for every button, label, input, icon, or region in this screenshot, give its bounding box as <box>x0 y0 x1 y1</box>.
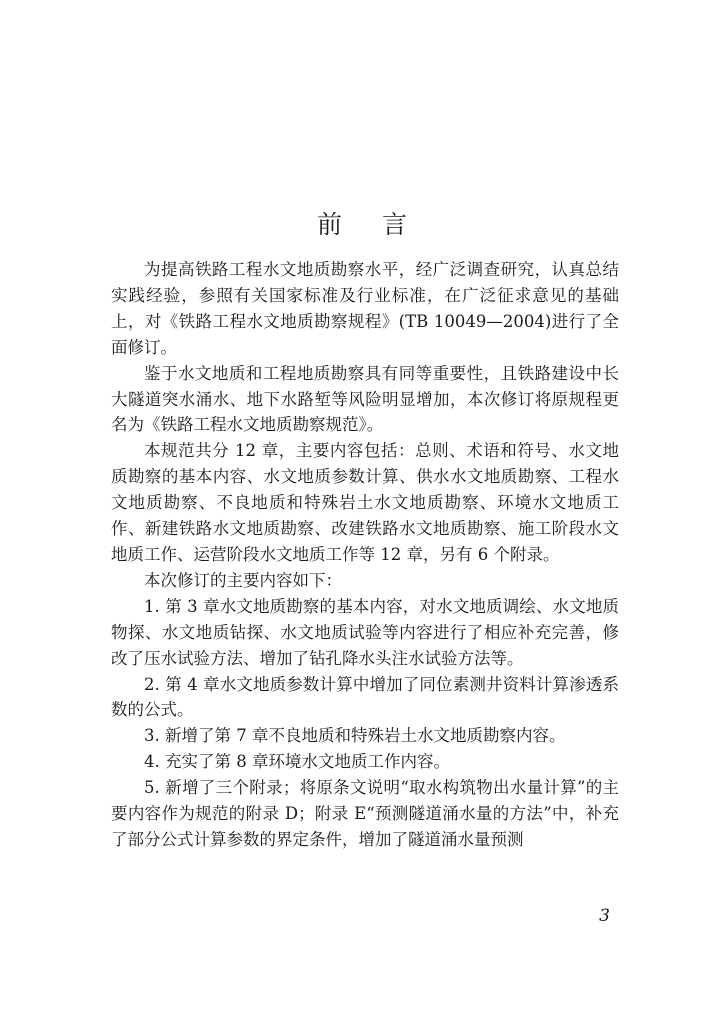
paragraph-rename: 鉴于水文地质和工程地质勘察具有同等重要性，且铁路建设中长大隧道突水涌水、地下水路堑等风险明显增加，本次修订将原规程更名为《铁路工程水文地质勘察规范》。 <box>111 363 619 435</box>
paragraph-revision-item-1: 1. 第 3 章水文地质勘察的基本内容，对水文地质调绘、水文地质物探、水文地质钻探、水文地质试验等内容进行了相应补充完善，修改了压水试验方法、增加了钻孔降水头注水试验方法等。 <box>111 596 619 668</box>
document-body <box>111 257 619 853</box>
paragraph-contents: 本规范共分 12 章，主要内容包括：总则、术语和符号、水文地质勘察的基本内容、水文地质参数计算、供水水文地质勘察、工程水文地质勘察、不良地质和特殊岩土水文地质勘察、环境水文地质工作、新建铁路水文地质勘察、改建铁路水文地质勘察、施工阶段水文地质工作、运营阶段水文地质工作等 12 章，另有 6 个附录。 <box>111 441 619 564</box>
page-number: 3 <box>599 906 610 926</box>
paragraph-revision-heading: 本次修订的主要内容如下： <box>144 570 342 590</box>
paragraph-revision-item-5: 5. 新增了三个附录；将原条文说明“取水构筑物出水量计算”的主要内容作为规范的附录 D；附录 E“预测隧道涌水量的方法”中，补充了部分公式计算参数的界定条件，增加了隧道涌水量预测 <box>111 778 619 849</box>
paragraph-revision-item-3: 3. 新增了第 7 章不良地质和特殊岩土水文地质勘察内容。 <box>144 726 566 746</box>
paragraph-revision-item-4: 4. 充实了第 8 章环境水文地质工作内容。 <box>144 752 450 772</box>
paragraph-intro: 为提高铁路工程水文地质勘察水平，经广泛调查研究，认真总结实践经验，参照有关国家标准及行业标准，在广泛征求意见的基础上，对《铁路工程水文地质勘察规程》(TB 10049—2004)进行了全面修订。 <box>111 260 619 357</box>
page-title: 前言 <box>316 210 447 239</box>
paragraph-revision-item-2: 2. 第 4 章水文地质参数计算中增加了同位素测井资料计算渗透系数的公式。 <box>111 674 619 720</box>
